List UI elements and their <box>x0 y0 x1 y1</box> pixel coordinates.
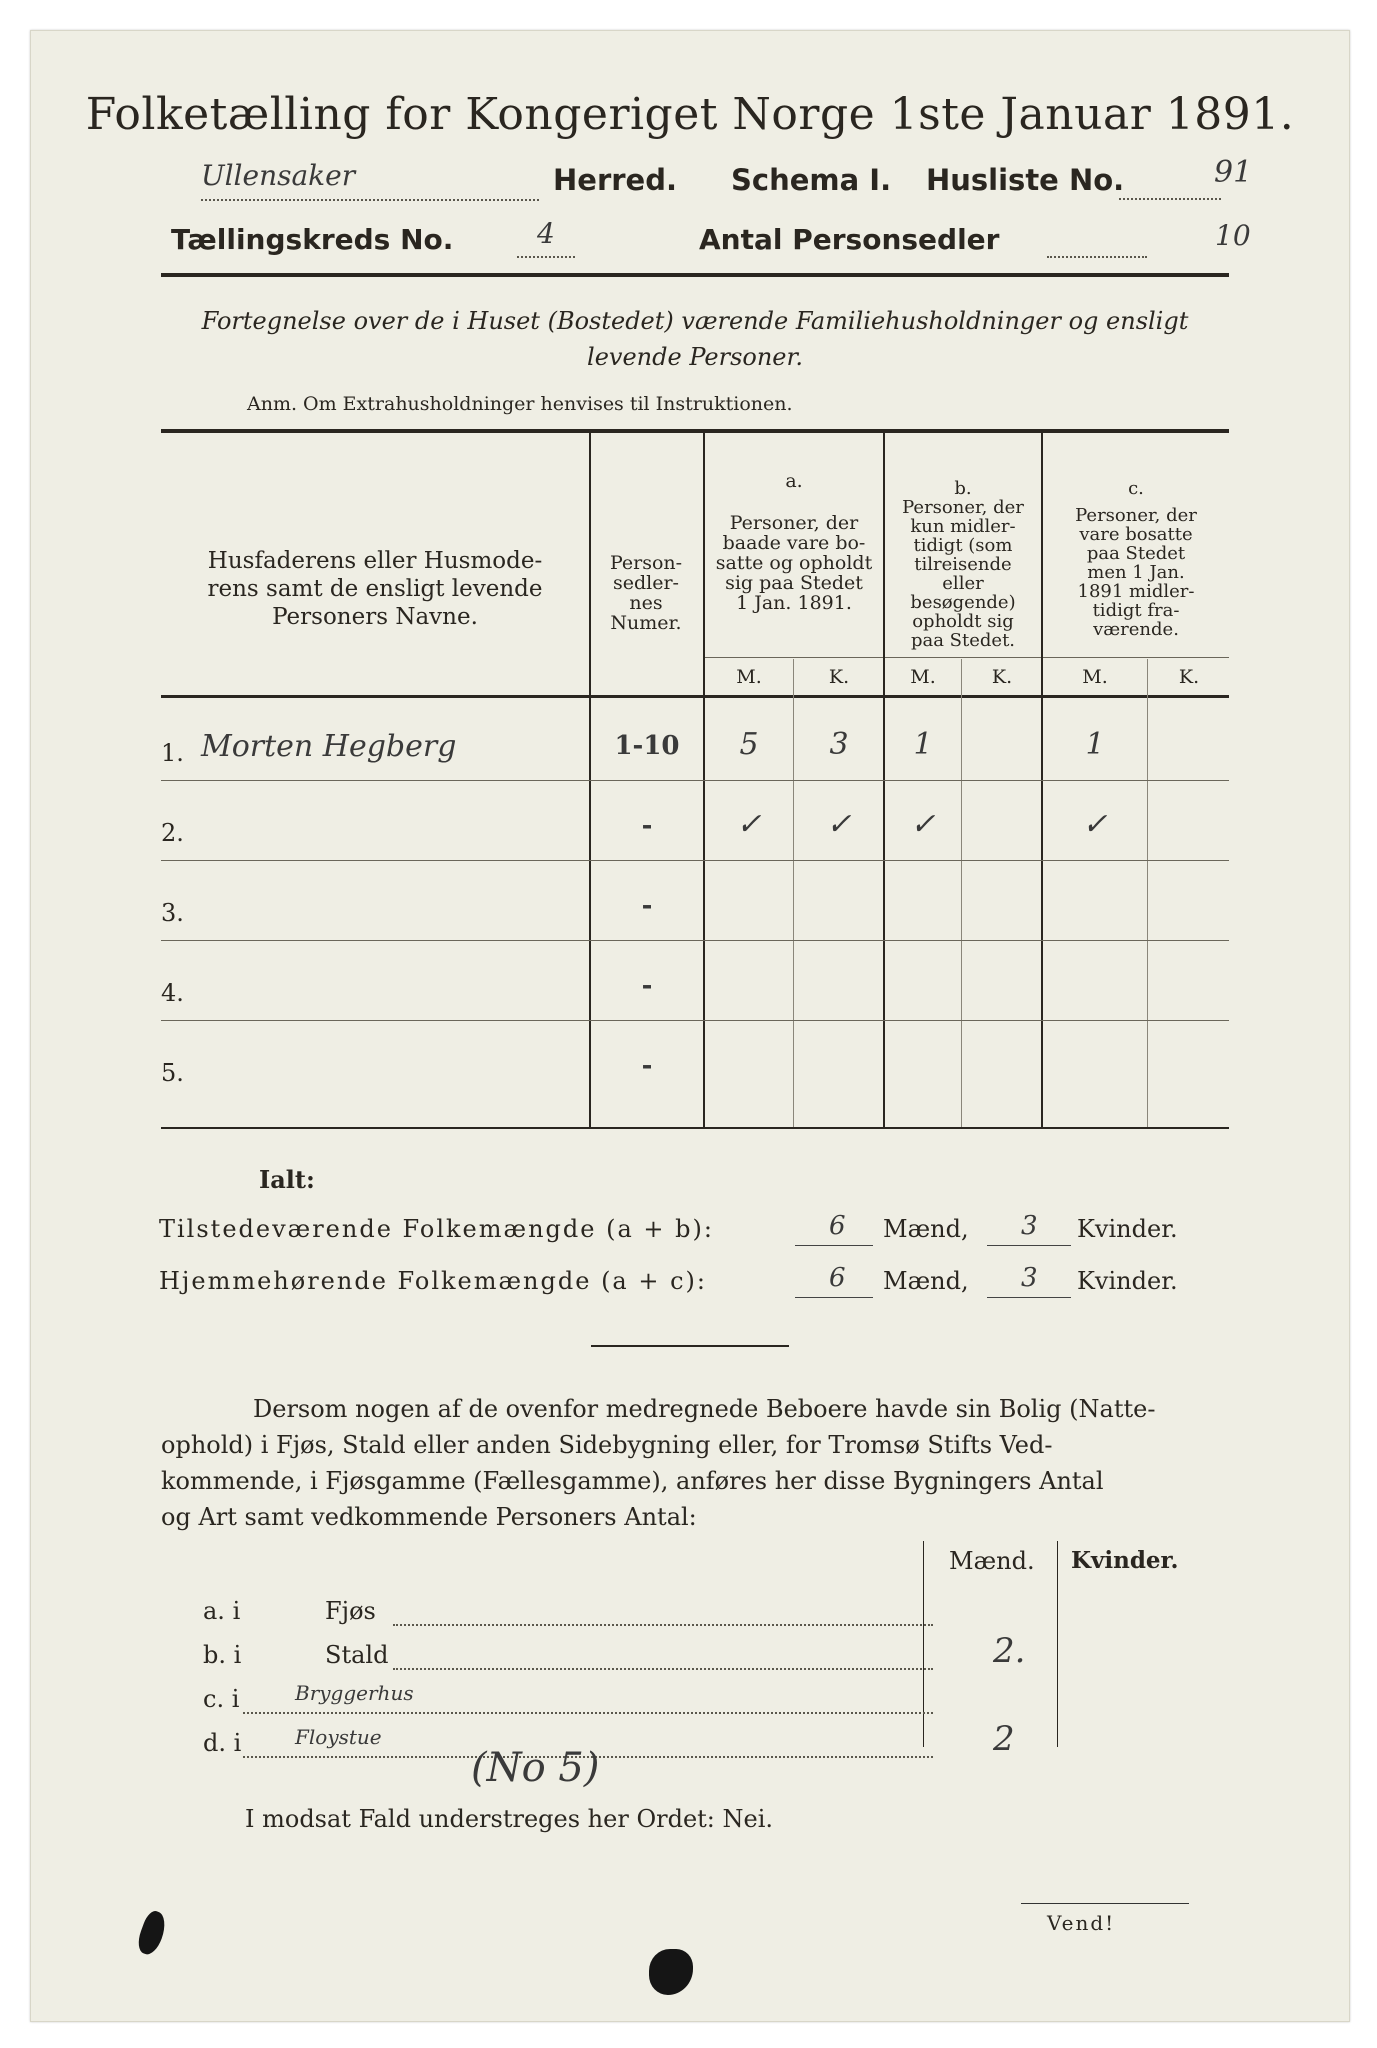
buildings-paragraph <box>161 1391 1231 1535</box>
hjemme-row <box>159 1263 1239 1303</box>
hjemme-maend-label: Mænd, <box>883 1267 969 1295</box>
building-dots <box>393 1667 933 1670</box>
col-b-header-line: tidigt (som <box>913 535 1013 556</box>
totals-divider <box>591 1345 789 1347</box>
tilstede-row <box>159 1211 1239 1251</box>
col-c-header <box>1043 479 1229 639</box>
tilstede-kvinder-label: Kvinder. <box>1077 1215 1178 1243</box>
building-prefix: a. i <box>203 1597 241 1625</box>
ialt-label: Ialt: <box>259 1165 315 1194</box>
table-row <box>161 781 1229 861</box>
building-label: Floystue <box>295 1725 386 1749</box>
table-header-rule <box>161 695 1229 698</box>
schema-label: Schema I. <box>731 163 892 197</box>
personsedler-value: 10 <box>1215 219 1251 252</box>
col-c-header-line: 1891 midler- <box>1077 581 1195 602</box>
a-m-label: M. <box>736 666 762 688</box>
building-prefix: b. i <box>203 1641 242 1669</box>
col-c-header-line: værende. <box>1093 619 1179 640</box>
row-sedler: 1-10 <box>614 731 680 761</box>
personsedler-label: Antal Personsedler <box>699 223 1000 256</box>
husliste-label: Husliste No. <box>926 163 1125 197</box>
hjemme-kvinder-label: Kvinder. <box>1077 1267 1178 1295</box>
hjemme-kvinder-value: 3 <box>1021 1263 1038 1293</box>
cell-a-m: 5 <box>739 727 759 762</box>
col-b-header-line: kun midler- <box>910 516 1016 537</box>
cell-a-k: ✓ <box>826 807 852 842</box>
col-name-header <box>161 547 589 631</box>
building-item <box>203 1719 1203 1765</box>
b-k-label: K. <box>991 666 1013 688</box>
cell-a-m: ✓ <box>736 807 762 842</box>
col-c-header-line: Personer, der <box>1075 505 1197 526</box>
paragraph-line: og Art samt vedkommende Personers Antal: <box>161 1503 697 1531</box>
col-a-header-line: baade vare bo- <box>722 532 866 554</box>
a-k-label: K. <box>828 666 850 688</box>
hjemme-maend-line <box>795 1297 873 1298</box>
table-top-rule <box>161 429 1229 433</box>
table-row <box>161 941 1229 1021</box>
tilstede-kvinder-line <box>987 1245 1071 1246</box>
cell-b-m: 1 <box>913 727 933 762</box>
household-table <box>161 429 1229 1139</box>
herred-value: Ullensaker <box>201 159 539 201</box>
building-label: Bryggerhus <box>295 1681 418 1705</box>
row-sedler: - <box>641 811 653 841</box>
row-number: 1. <box>161 739 184 767</box>
col-num-header-line: Numer. <box>610 612 682 634</box>
col-b-header-line: eller <box>942 573 984 594</box>
tilstede-label: Tilstedeværende Folkemængde (a + b): <box>159 1215 714 1243</box>
col-a-header-line: sig paa Stedet <box>725 572 863 594</box>
buildings-maend-header: Mænd. <box>949 1547 1035 1575</box>
header-rule <box>161 273 1229 277</box>
buildings-kvinder-header: Kvinder. <box>1071 1547 1179 1574</box>
cell-c-m: ✓ <box>1082 807 1108 842</box>
col-num-header-line: nes <box>629 592 663 614</box>
kreds-row <box>171 219 1271 269</box>
ink-blot <box>134 1909 170 1958</box>
building-prefix: c. i <box>203 1685 240 1713</box>
building-prefix: d. i <box>203 1729 242 1757</box>
herred-label: Herred. <box>553 163 677 197</box>
col-a-header-line: 1 Jan. 1891. <box>736 592 852 614</box>
row-number: 4. <box>161 979 184 1007</box>
row-number: 3. <box>161 899 184 927</box>
col-a-letter: a. <box>785 470 803 492</box>
row-number: 2. <box>161 819 184 847</box>
form-title: Folketælling for Kongeriget Norge 1ste Januar 1891. <box>85 89 1295 140</box>
tilstede-maend-value: 6 <box>829 1211 846 1241</box>
col-c-header-line: vare bosatte <box>1079 524 1193 545</box>
c-k-label: K. <box>1178 666 1200 688</box>
footer-text: I modsat Fald understreges her Ordet: Nei. <box>245 1805 774 1833</box>
tilstede-maend-label: Mænd, <box>883 1215 969 1243</box>
col-b-header-line: tilreisende <box>914 554 1012 575</box>
row-sedler: - <box>641 1051 653 1081</box>
row-sedler: - <box>641 891 653 921</box>
mk-separator <box>703 657 1229 658</box>
husliste-dots <box>1119 197 1221 200</box>
cell-b-m: ✓ <box>910 807 936 842</box>
c-m-label: M. <box>1082 666 1108 688</box>
building-maend: 2 <box>993 1719 1015 1759</box>
col-num-header-line: sedler- <box>613 572 679 594</box>
row-name: Morten Hegberg <box>201 729 457 764</box>
building-label: Stald <box>325 1641 392 1669</box>
intro-note: Anm. Om Extrahusholdninger henvises til Instruktionen. <box>247 393 793 415</box>
col-c-header-line: tidigt fra- <box>1092 600 1180 621</box>
col-num-header <box>589 553 703 633</box>
intro-description <box>161 303 1229 375</box>
table-row <box>161 1021 1229 1101</box>
col-name-header-line: Husfaderens eller Husmode- <box>207 548 543 574</box>
col-b-letter: b. <box>954 478 972 499</box>
row-sedler: - <box>641 971 653 1001</box>
col-a-header-line: satte og opholdt <box>715 552 873 574</box>
hjemme-kvinder-line <box>987 1297 1071 1298</box>
paragraph-line: Dersom nogen af de ovenfor medregnede Beboere havde sin Bolig (Natte- <box>253 1395 1156 1423</box>
tilstede-maend-line <box>795 1245 873 1246</box>
kreds-label: Tællingskreds No. <box>171 223 454 256</box>
building-label: Fjøs <box>325 1597 380 1625</box>
col-name-header-line: Personers Navne. <box>272 604 478 630</box>
tilstede-kvinder-value: 3 <box>1021 1211 1038 1241</box>
col-b-header-line: paa Stedet. <box>910 630 1016 651</box>
herred-row <box>171 155 1271 209</box>
col-num-header-line: Person- <box>609 552 683 574</box>
col-c-letter: c. <box>1128 478 1144 499</box>
row-number: 5. <box>161 1059 184 1087</box>
vend-label: Vend! <box>1047 1911 1116 1935</box>
col-a-header-line: Personer, der <box>729 512 859 534</box>
paragraph-line: ophold) i Fjøs, Stald eller anden Sidebygning eller, for Tromsø Stifts Ved- <box>161 1431 1053 1459</box>
hjemme-label: Hjemmehørende Folkemængde (a + c): <box>159 1267 707 1295</box>
table-row <box>161 701 1229 781</box>
col-a-header <box>705 471 883 613</box>
col-c-header-line: men 1 Jan. <box>1087 562 1185 583</box>
b-m-label: M. <box>910 666 936 688</box>
personsedler-dots <box>1047 255 1147 258</box>
stamp-note: (No 5) <box>471 1745 600 1791</box>
building-item <box>203 1631 1203 1677</box>
kreds-value: 4 <box>537 217 555 250</box>
cell-c-m: 1 <box>1085 727 1105 762</box>
building-item <box>203 1681 1203 1721</box>
table-bottom-rule <box>161 1127 1229 1129</box>
kreds-dots <box>517 255 575 258</box>
vend-rule <box>1021 1903 1189 1904</box>
table-row <box>161 861 1229 941</box>
building-dots <box>243 1711 933 1714</box>
census-form-sheet <box>30 30 1350 2022</box>
intro-line-1: Fortegnelse over de i Huset (Bostedet) værende Familiehusholdninger og ensligt <box>201 307 1189 335</box>
col-name-header-line: rens samt de ensligt levende <box>207 576 543 602</box>
husliste-value: 91 <box>1214 155 1253 190</box>
col-c-header-line: paa Stedet <box>1086 543 1186 564</box>
col-b-header-line: besøgende) <box>910 592 1016 613</box>
ink-blot <box>649 1949 693 1995</box>
intro-line-2: levende Personer. <box>587 343 803 371</box>
cell-a-k: 3 <box>829 727 849 762</box>
col-b-header-line: Personer, der <box>902 497 1024 518</box>
col-b-header <box>885 479 1041 650</box>
building-dots <box>393 1623 933 1626</box>
hjemme-maend-value: 6 <box>829 1263 846 1293</box>
paragraph-line: kommende, i Fjøsgamme (Fællesgamme), anføres her disse Bygningers Antal <box>161 1467 1104 1495</box>
col-b-header-line: opholdt sig <box>912 611 1014 632</box>
building-maend: 2. <box>993 1631 1026 1671</box>
building-item <box>203 1593 1203 1633</box>
